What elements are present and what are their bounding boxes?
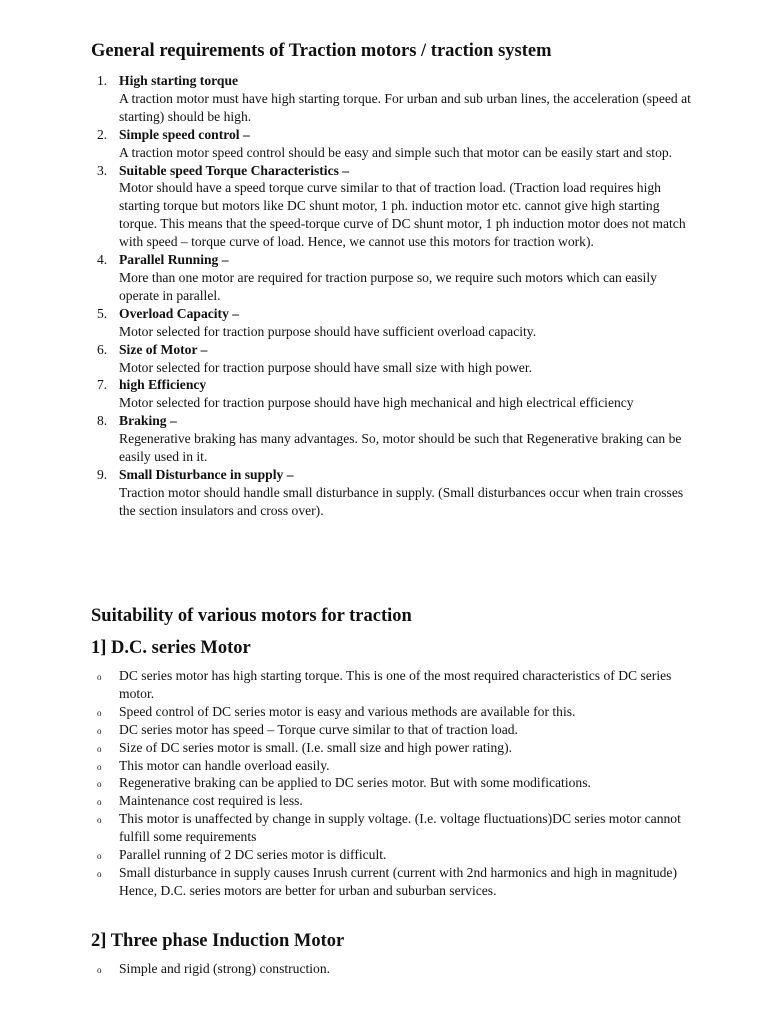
list-item bbox=[91, 774, 691, 792]
list-item bbox=[91, 703, 691, 721]
item-text: A traction motor must have high starting torque. For urban and sub urban lines, the acceleration (speed at starting) should be high. bbox=[119, 90, 691, 124]
item-heading: Braking – bbox=[119, 413, 177, 429]
list-item-text: This motor can handle overload easily. bbox=[119, 757, 330, 773]
dc-series-heading: 1] D.C. series Motor bbox=[91, 638, 251, 658]
list-item-text: Regenerative braking can be applied to DC series motor. But with some modifications. bbox=[119, 775, 591, 791]
requirement-item bbox=[91, 251, 691, 305]
item-text: Traction motor should handle small disturbance in supply. (Small disturbances occur when train crosses the section insulators and cross over). bbox=[119, 484, 684, 518]
bullet-marker: o bbox=[97, 672, 102, 682]
bullet-marker: o bbox=[97, 815, 102, 826]
requirement-item bbox=[91, 126, 691, 162]
page-title: General requirements of Traction motors / traction system bbox=[91, 41, 552, 61]
list-item bbox=[91, 864, 691, 900]
list-item-text: This motor is unaffected by change in supply voltage. (I.e. voltage fluctuations)DC series motor cannot fulfill some requirements bbox=[119, 811, 681, 845]
list-item bbox=[91, 757, 691, 775]
item-number: 4. bbox=[97, 252, 108, 268]
item-number: 6. bbox=[97, 341, 108, 357]
bullet-marker: o bbox=[97, 779, 102, 790]
requirement-item bbox=[91, 412, 691, 466]
item-number: 9. bbox=[97, 466, 108, 482]
induction-motor-heading: 2] Three phase Induction Motor bbox=[91, 931, 345, 951]
requirement-item bbox=[91, 72, 691, 126]
list-item bbox=[91, 846, 691, 864]
list-item-text: DC series motor has high starting torque. This is one of the most required characteristics of DC series motor. bbox=[119, 668, 672, 701]
item-number: 2. bbox=[97, 126, 108, 142]
requirement-item bbox=[91, 376, 691, 412]
item-text: A traction motor speed control should be easy and simple such that motor can be easily start and stop. bbox=[119, 144, 673, 160]
item-text: Motor should have a speed torque curve similar to that of traction load. (Traction load requires high starting torque but motors like DC shunt motor, 1 ph. induction motor etc. cannot give high starting torque. This means that the speed-torque curve of DC shunt motor, 1 ph induction motor does not match with speed – torque curve of load. Hence, we cannot use this motors for traction work). bbox=[119, 180, 686, 250]
list-item-text: Size of DC series motor is small. (I.e. small size and high power rating). bbox=[119, 739, 512, 755]
list-item bbox=[91, 810, 691, 846]
list-item-text: Simple and rigid (strong) construction. bbox=[119, 961, 331, 976]
requirement-item bbox=[91, 305, 691, 341]
item-number: 5. bbox=[97, 305, 108, 321]
item-text: Regenerative braking has many advantages. So, motor should be such that Regenerative braking can be easily used in it. bbox=[119, 431, 682, 465]
item-number: 1. bbox=[97, 73, 108, 88]
item-heading: Parallel Running – bbox=[119, 252, 229, 268]
requirements-list bbox=[91, 72, 691, 520]
bullet-marker: o bbox=[97, 965, 102, 975]
bullet-marker: o bbox=[97, 707, 102, 718]
bullet-marker: o bbox=[97, 725, 102, 736]
item-heading: Overload Capacity – bbox=[119, 305, 240, 321]
item-text: More than one motor are required for traction purpose so, we require such motors which can easily operate in parallel. bbox=[119, 269, 657, 303]
requirement-item bbox=[91, 341, 691, 377]
item-text: Motor selected for traction purpose should have high mechanical and high electrical efficiency bbox=[119, 395, 634, 411]
list-item bbox=[91, 792, 691, 810]
item-number: 8. bbox=[97, 413, 108, 429]
requirement-item bbox=[91, 162, 691, 252]
bullet-marker: o bbox=[97, 797, 102, 808]
item-text: Motor selected for traction purpose should have small size with high power. bbox=[119, 359, 533, 375]
list-item bbox=[91, 739, 691, 757]
item-heading: Simple speed control – bbox=[119, 126, 250, 142]
list-item-text: Parallel running of 2 DC series motor is difficult. bbox=[119, 847, 387, 863]
item-heading: Suitable speed Torque Characteristics – bbox=[119, 162, 350, 178]
item-heading: high Efficiency bbox=[119, 377, 207, 393]
item-heading: High starting torque bbox=[119, 73, 239, 88]
induction-motor-list bbox=[91, 960, 691, 978]
item-number: 3. bbox=[97, 162, 108, 178]
bullet-marker: o bbox=[97, 743, 102, 754]
item-number: 7. bbox=[97, 377, 108, 393]
bullet-marker: o bbox=[97, 851, 102, 862]
list-item-text: Maintenance cost required is less. bbox=[119, 793, 303, 809]
dc-series-list bbox=[91, 667, 691, 900]
list-item-text: Speed control of DC series motor is easy and various methods are available for this. bbox=[119, 703, 576, 719]
item-heading: Small Disturbance in supply – bbox=[119, 466, 294, 482]
list-item-text: DC series motor has speed – Torque curve similar to that of traction load. bbox=[119, 721, 518, 737]
item-heading: Size of Motor – bbox=[119, 341, 208, 357]
list-item bbox=[91, 721, 691, 739]
list-item bbox=[91, 667, 691, 703]
bullet-marker: o bbox=[97, 868, 102, 879]
bullet-marker: o bbox=[97, 761, 102, 772]
requirement-item bbox=[91, 466, 691, 520]
suitability-heading: Suitability of various motors for traction bbox=[91, 606, 412, 626]
item-text: Motor selected for traction purpose should have sufficient overload capacity. bbox=[119, 323, 537, 339]
list-item bbox=[91, 960, 691, 978]
list-item-text: Small disturbance in supply causes Inrush current (current with 2nd harmonics and high in magnitude) Hence, D.C. series motors are better for urban and suburban services. bbox=[119, 864, 677, 898]
